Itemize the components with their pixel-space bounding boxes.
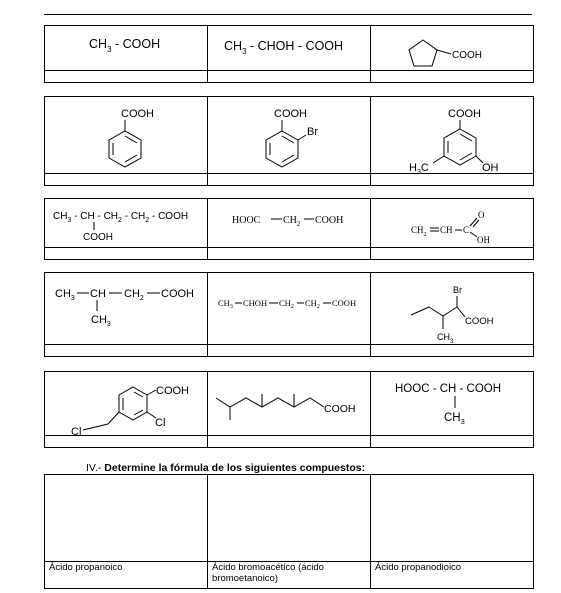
answer-cell[interactable]	[208, 71, 371, 83]
svg-text:COOH: COOH	[121, 108, 154, 120]
svg-text:CH3: $CH_3$	[55, 288, 75, 302]
structure-lactic-acid	[208, 26, 371, 71]
top-rule	[44, 14, 532, 15]
answer-cell[interactable]	[208, 436, 371, 448]
formula-lactic	[208, 26, 371, 70]
svg-text:COOH: COOH	[452, 50, 482, 61]
svg-text:CH2: $CH_2$	[283, 215, 301, 228]
structure-acrylic-acid	[371, 199, 534, 248]
svg-text:COOH: COOH	[83, 232, 113, 243]
svg-text:COOH: COOH	[448, 108, 481, 120]
section-instruction: Determine la fórmula de los siguientes compuestos:	[104, 462, 366, 474]
svg-text:H3C: $H_3C$	[409, 162, 429, 173]
formula-malonic	[208, 199, 371, 247]
answer-cell[interactable]	[208, 174, 371, 186]
answer-cell[interactable]	[208, 345, 371, 357]
formula-bromobenzoic	[208, 97, 371, 173]
svg-text:CHOH: CHOH	[243, 298, 268, 308]
svg-text:CH3: $CH_3$	[218, 298, 233, 310]
answer-cell[interactable]	[45, 71, 208, 83]
answer-cell[interactable]	[371, 248, 534, 260]
answer-cell[interactable]	[45, 174, 208, 186]
exercise-group-4	[44, 272, 534, 357]
svg-text:COOH: COOH	[332, 298, 357, 308]
compound-label: Ácido bromoacético (ácido bromoetanoico)	[208, 562, 371, 589]
svg-text:CH2: $CH_2$	[124, 288, 144, 302]
svg-text:Cl: Cl	[71, 426, 82, 435]
answer-cell[interactable]	[45, 436, 208, 448]
formula-cyclopentane	[371, 26, 534, 70]
svg-text:CH3: $CH_3$	[437, 332, 454, 344]
svg-text:CH2: $CH_2$	[305, 298, 320, 310]
svg-text:CH: CH	[90, 288, 106, 300]
structure-bromobenzoic-acid	[208, 97, 371, 174]
structure-acetic-acid	[45, 26, 208, 71]
svg-text:CH3 - COOH: $CH_3$ - COOH	[89, 37, 161, 54]
structure-malonic-acid	[208, 199, 371, 248]
svg-text:COOH: COOH	[324, 403, 356, 415]
formula-benzoic	[45, 97, 208, 173]
section-heading	[86, 462, 365, 474]
structure-bromo-ethylbutanoic-acid	[371, 273, 534, 345]
svg-text:COOH: COOH	[465, 316, 494, 327]
draw-area-1[interactable]	[45, 475, 208, 562]
compound-label: Ácido propanodioico	[371, 562, 534, 589]
section-number: IV.-	[86, 462, 102, 474]
svg-text:OH: OH	[482, 162, 499, 173]
formula-branched-chain	[45, 199, 208, 247]
svg-text:OH: OH	[477, 235, 490, 245]
formula-answer-table	[44, 474, 534, 589]
exercise-group-1	[44, 25, 534, 83]
formula-methylbutanoic	[45, 273, 208, 344]
answer-cell[interactable]	[45, 345, 208, 357]
structure-methylbutanoic-acid	[45, 273, 208, 345]
answer-cell[interactable]	[371, 345, 534, 357]
svg-text:COOH: COOH	[274, 108, 307, 120]
svg-text:Cl: Cl	[155, 417, 166, 429]
draw-area-3[interactable]	[371, 475, 534, 562]
svg-text:COOH: COOH	[161, 288, 194, 300]
exercise-group-2	[44, 96, 534, 186]
answer-cell[interactable]	[45, 248, 208, 260]
formula-bromo-ethyl	[371, 273, 534, 344]
svg-text:HOOC: HOOC	[232, 215, 261, 226]
formula-hydroxymethylbenzoic	[371, 97, 534, 173]
svg-text:Br: Br	[453, 285, 462, 295]
svg-text:O: O	[478, 210, 485, 220]
svg-text:CH3 - CH - CH2 - CH2 - COOH: $CH_3$ - CH - $CH_2 - CH_2$ - COOH	[53, 211, 189, 224]
svg-text:CH: CH	[440, 225, 453, 235]
svg-text:COOH: COOH	[156, 385, 189, 397]
structure-benzoic-acid	[45, 97, 208, 174]
svg-text:C: C	[463, 225, 470, 235]
svg-text:COOH: COOH	[315, 215, 344, 226]
svg-text:CH3 - CHOH - COOH: $CH_3$ - CHOH - COOH	[224, 39, 344, 56]
answer-cell[interactable]	[208, 248, 371, 260]
formula-acrylic	[371, 199, 534, 247]
answer-cell[interactable]	[371, 174, 534, 186]
structure-trimethyloctanoic-acid	[208, 372, 371, 436]
structure-pentanedioic-branch	[45, 199, 208, 248]
exercise-group-3	[44, 198, 534, 260]
formula-hydroxyhexanoic	[208, 273, 371, 344]
formula-dichlorobenzoic	[45, 372, 208, 435]
answer-cell[interactable]	[371, 436, 534, 448]
structure-hydroxyhexanoic-acid	[208, 273, 371, 345]
structure-methylmalonic-acid	[371, 372, 534, 436]
svg-text:CH2: $CH_2$	[279, 298, 294, 310]
structure-cyclopentane-acid	[371, 26, 534, 71]
svg-text:CH3: $CH_3$	[444, 412, 465, 426]
structure-hydroxy-methyl-benzoic-acid	[371, 97, 534, 174]
svg-text:CH2: $CH_2$	[411, 225, 427, 238]
svg-text:Br: Br	[307, 126, 318, 138]
svg-text:HOOC - CH - COOH: HOOC - CH - COOH	[395, 383, 502, 395]
formula-acetic	[45, 26, 208, 70]
formula-skeletal-chain	[208, 372, 371, 435]
answer-cell[interactable]	[371, 71, 534, 83]
structure-dichlorobenzoic-acid	[45, 372, 208, 436]
draw-area-2[interactable]	[208, 475, 371, 562]
formula-methylmalonic	[371, 372, 534, 435]
compound-label: Ácido propanoico	[45, 562, 208, 589]
svg-text:CH3: $CH_3$	[91, 314, 111, 328]
exercise-group-5	[44, 371, 534, 448]
